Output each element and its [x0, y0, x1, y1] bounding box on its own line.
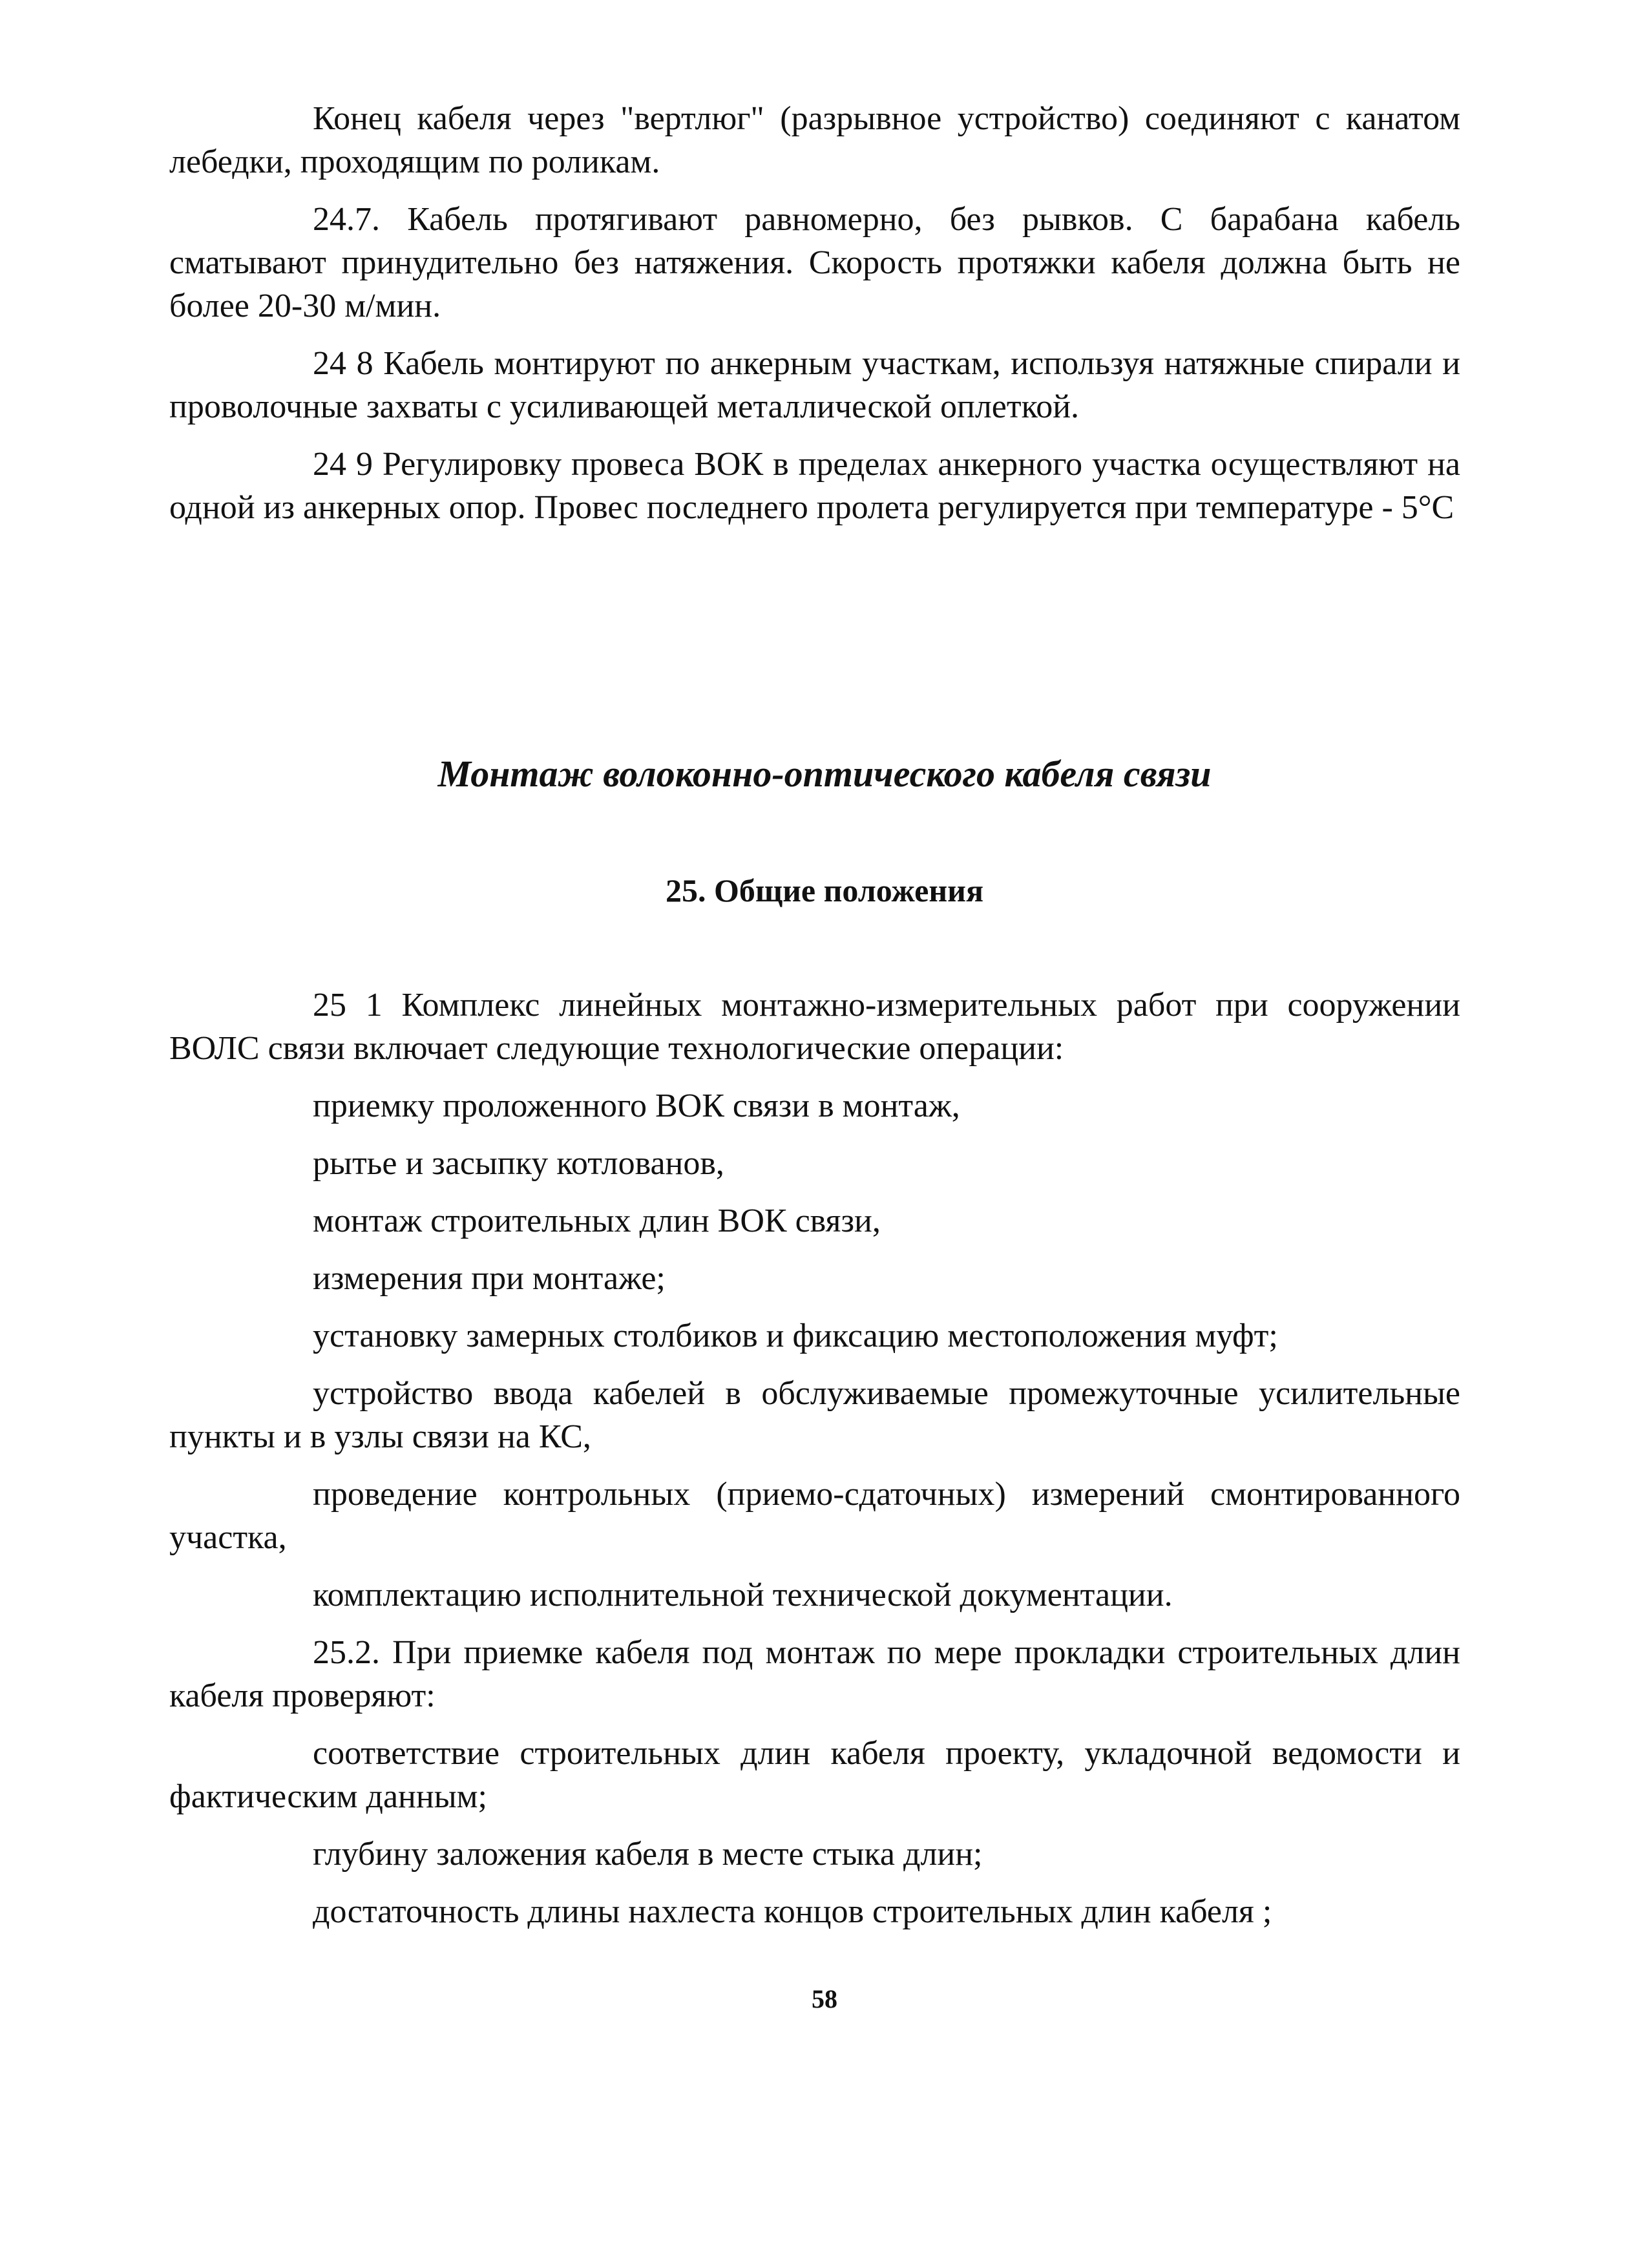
paragraph-25-1: 25 1 Комплекс линейных монтажно-измерительных работ при сооружении ВОЛС связи включает следующие технологические операции: [169, 987, 1460, 1067]
section-title: Монтаж волоконно-оптического кабеля связи [437, 753, 1212, 795]
list-item: установку замерных столбиков и фиксацию местоположения муфт; [313, 1318, 1278, 1354]
paragraph-cable-end: Конец кабеля через "вертлюг" (разрывное устройство) соединяют с канатом лебедки, проходящим по роликам. [169, 100, 1460, 180]
list-item: устройство ввода кабелей в обслуживаемые промежуточные усилительные пункты и в узлы связи на КС, [169, 1375, 1460, 1455]
top-text-block [169, 97, 1460, 543]
paragraph-24-9: 24 9 Регулировку провеса ВОК в пределах анкерного участка осуществляют на одной из анкерных опор. Провес последнего пролета регулируется при температуре - 5°С [169, 446, 1460, 526]
list-item: достаточность длины нахлеста концов строительных длин кабеля ; [313, 1893, 1272, 1930]
body-text-block [169, 983, 1460, 1948]
paragraph-24-8: 24 8 Кабель монтируют по анкерным участкам, используя натяжные спирали и проволочные захваты с усиливающей металлической оплеткой. [169, 345, 1460, 425]
page-number: 58 [812, 1984, 837, 2013]
paragraph-25-2: 25.2. При приемке кабеля под монтаж по мере прокладки строительных длин кабеля проверяют: [169, 1634, 1460, 1714]
list-item: монтаж строительных длин ВОК связи, [313, 1202, 881, 1239]
subsection-title: 25. Общие положения [665, 872, 984, 908]
list-item: приемку проложенного ВОК связи в монтаж, [313, 1087, 960, 1124]
list-item: измерения при монтаже; [313, 1260, 666, 1297]
paragraph-24-7: 24.7. Кабель протягивают равномерно, без рывков. С барабана кабель сматывают принудительно без натяжения. Скорость протяжки кабеля должна быть не более 20-30 м/мин. [169, 201, 1460, 324]
list-item: рытье и засыпку котлованов, [313, 1145, 724, 1182]
list-item: соответствие строительных длин кабеля проекту, укладочной ведомости и фактическим данным; [169, 1735, 1460, 1815]
list-item: глубину заложения кабеля в месте стыка длин; [313, 1836, 983, 1873]
list-item: комплектацию исполнительной технической документации. [313, 1577, 1173, 1613]
list-item: проведение контрольных (приемо-сдаточных) измерений смонтированного участка, [169, 1476, 1460, 1556]
